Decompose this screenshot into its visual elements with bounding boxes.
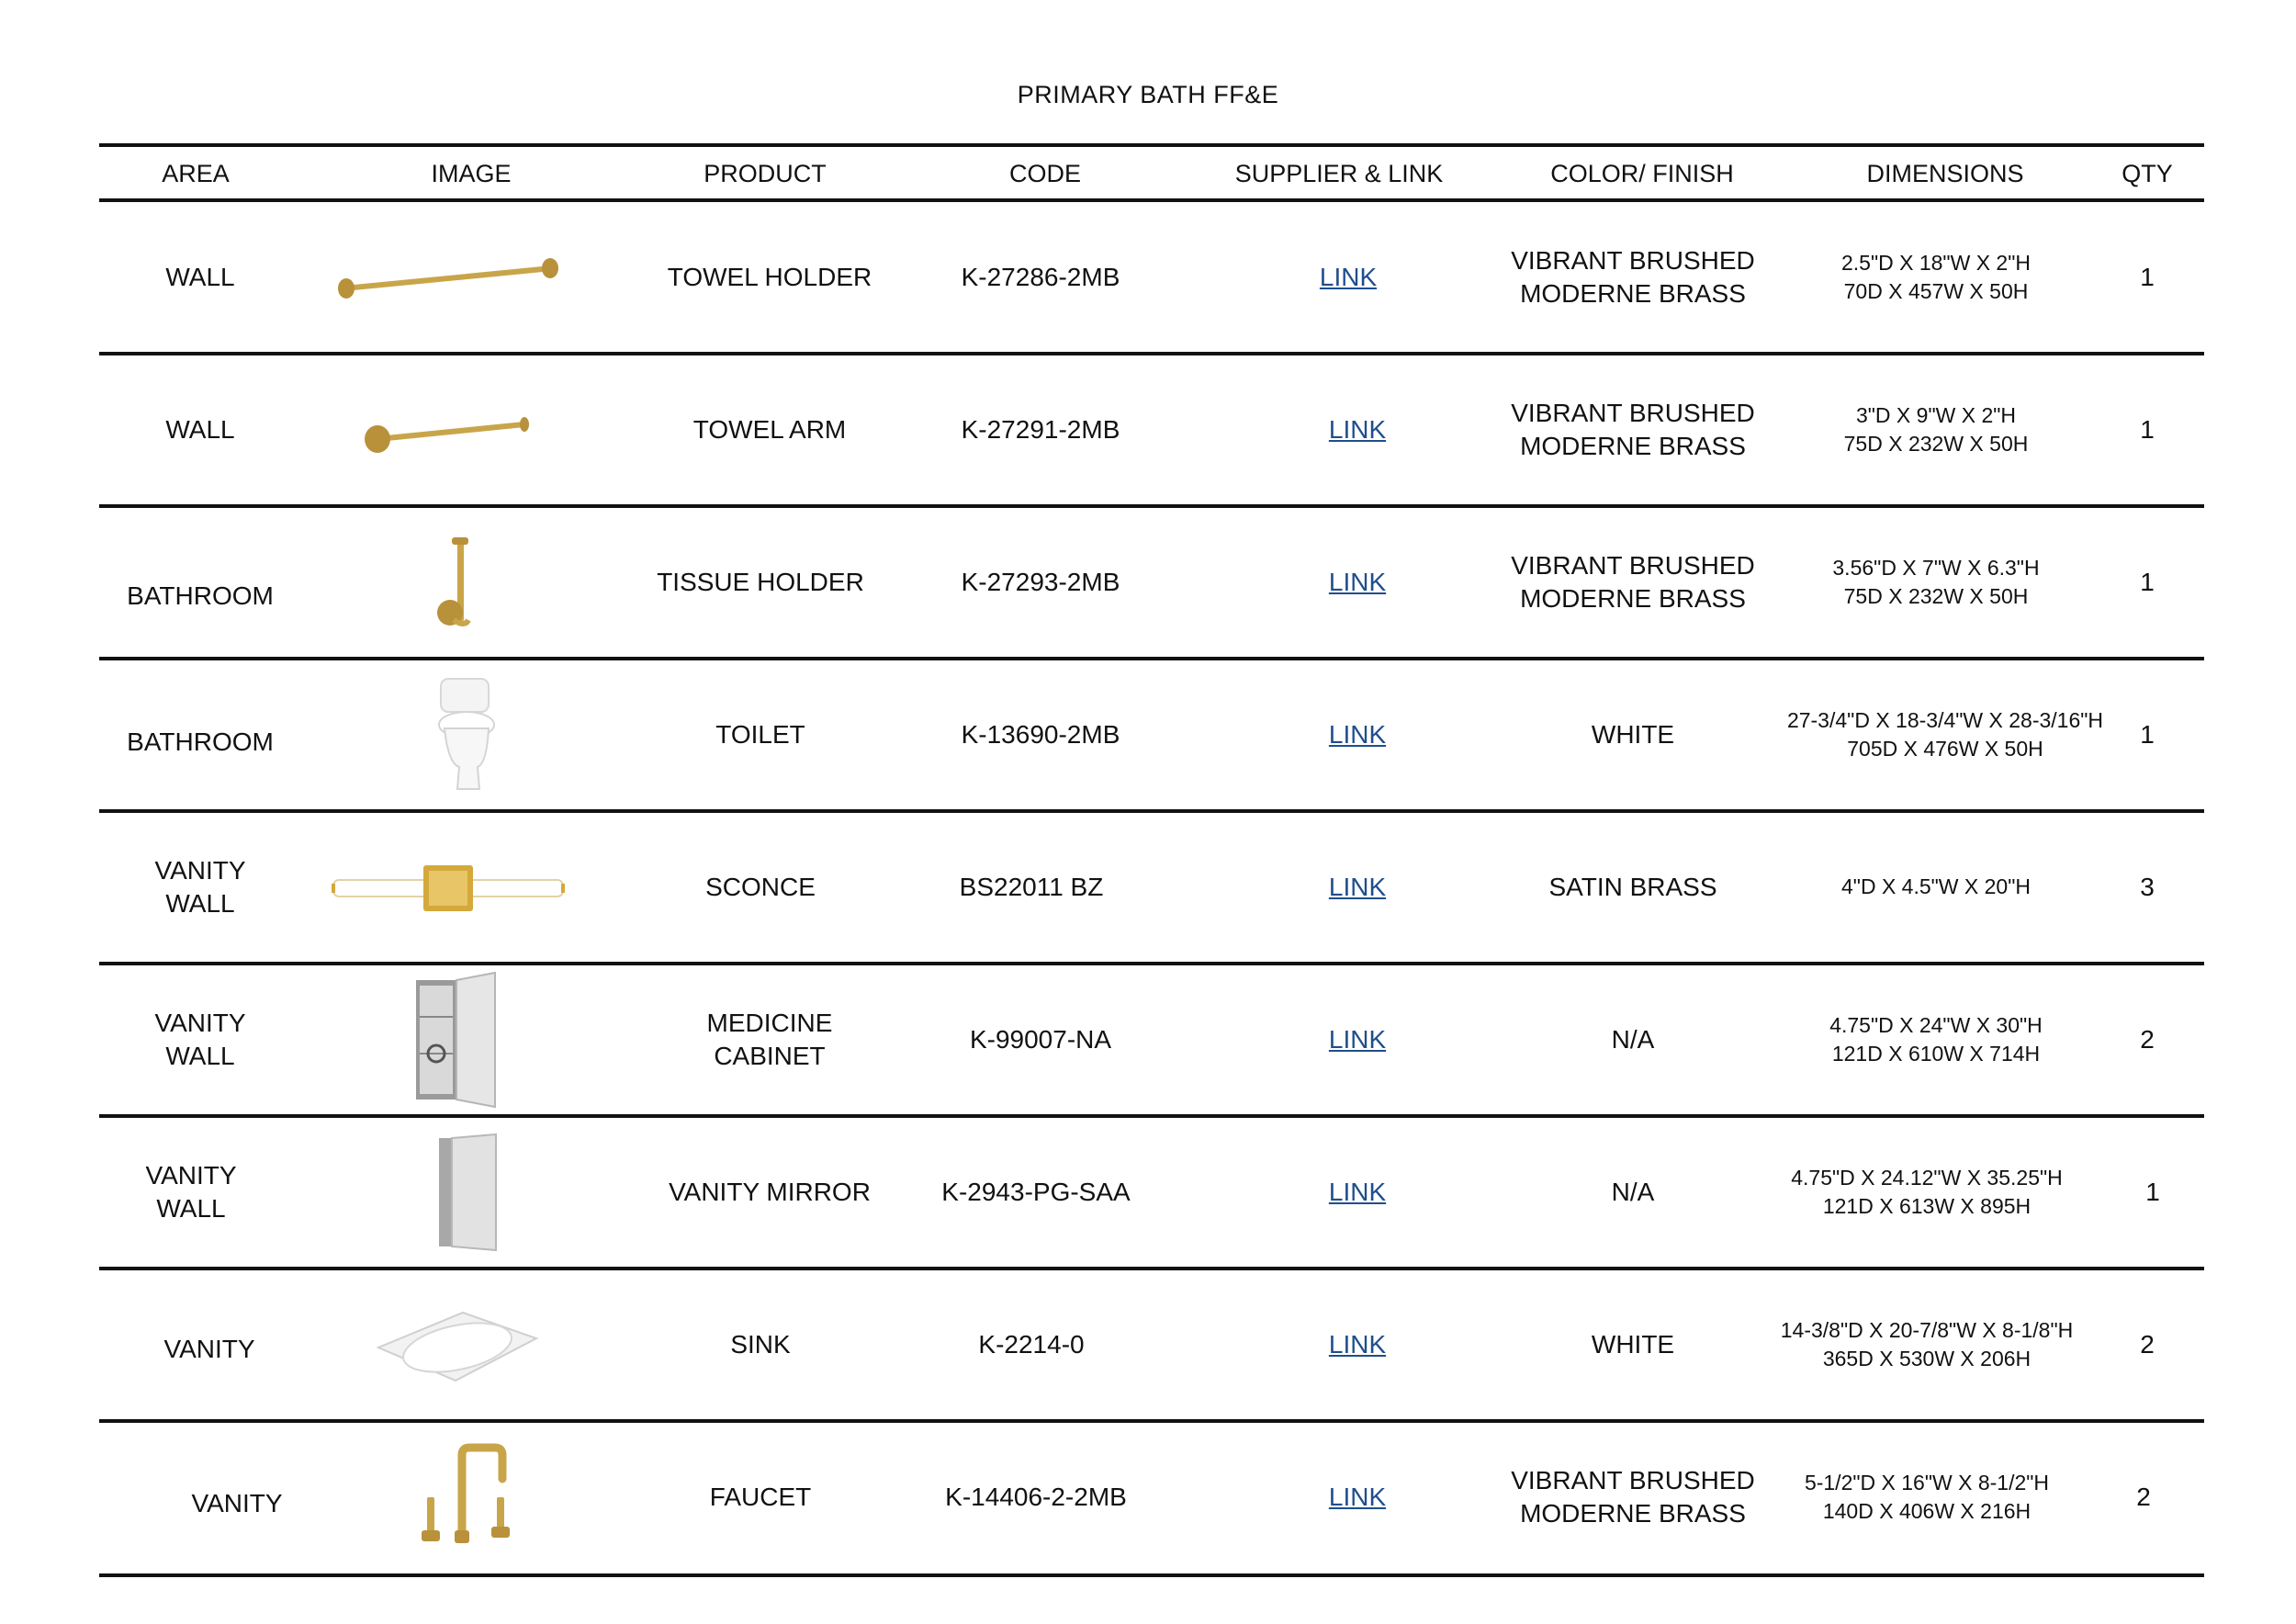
code-cell: K-2214-0 xyxy=(978,1329,1085,1359)
table-row xyxy=(99,1422,2204,1572)
qty-cell: 2 xyxy=(2140,1024,2155,1054)
area-line-1: VANITY xyxy=(154,855,246,885)
dimensions-cell xyxy=(1743,1422,2110,1572)
area-cell xyxy=(136,812,264,962)
qty-cell: 1 xyxy=(2145,1177,2160,1206)
col-header-image: IMAGE xyxy=(431,159,512,187)
product-cell: TOILET xyxy=(715,719,805,749)
sconce-icon xyxy=(329,812,568,962)
area-cell xyxy=(136,964,264,1114)
color-line-1: WHITE xyxy=(1591,719,1675,749)
color-line-1: VIBRANT BRUSHED xyxy=(1511,550,1755,580)
dimensions-metric: 75D X 232W X 50H xyxy=(1843,431,2029,456)
area-cell: WALL xyxy=(165,262,235,291)
code-cell: K-14406-2-2MB xyxy=(945,1482,1127,1511)
col-header-area: AREA xyxy=(162,159,230,187)
dimensions-imperial: 4.75"D X 24"W X 30"H xyxy=(1829,1012,2043,1037)
color-finish-cell xyxy=(1477,1117,1789,1267)
table-row xyxy=(99,964,2204,1114)
dimensions-imperial: 14-3/8"D X 20-7/8"W X 8-1/8"H xyxy=(1780,1317,2074,1342)
qty-cell: 1 xyxy=(2140,262,2155,291)
product-cell: SCONCE xyxy=(705,872,816,901)
dimensions-cell xyxy=(1761,202,2110,352)
code-cell: K-27293-2MB xyxy=(961,567,1120,596)
dimensions-imperial: 27-3/4"D X 18-3/4"W X 28-3/16"H xyxy=(1786,707,2104,732)
dimensions-cell xyxy=(1761,812,2110,962)
color-line-1: VIBRANT BRUSHED xyxy=(1511,245,1755,275)
code-cell: BS22011 BZ xyxy=(959,872,1104,901)
table-row xyxy=(99,507,2204,657)
supplier-link[interactable]: LINK xyxy=(1328,1329,1387,1359)
dimensions-metric: 121D X 610W X 714H xyxy=(1831,1041,2041,1066)
dimensions-cell xyxy=(1752,1117,2101,1267)
tissue-holder-icon xyxy=(402,507,512,657)
col-header-dimensions: DIMENSIONS xyxy=(1866,159,2024,187)
area-cell: VANITY xyxy=(163,1334,255,1363)
product-cell: FAUCET xyxy=(709,1482,812,1511)
code-cell: K-2943-PG-SAA xyxy=(941,1177,1131,1206)
table-header xyxy=(99,147,2204,200)
supplier-link[interactable]: LINK xyxy=(1328,872,1387,901)
code-cell: K-99007-NA xyxy=(969,1024,1112,1054)
color-line-1: SATIN BRASS xyxy=(1548,872,1717,901)
area-cell: BATHROOM xyxy=(127,581,274,610)
table-row xyxy=(99,812,2204,962)
supplier-link[interactable]: LINK xyxy=(1328,719,1387,749)
table-row xyxy=(99,202,2204,352)
qty-cell: 2 xyxy=(2140,1329,2155,1359)
color-finish-cell xyxy=(1477,1269,1789,1419)
color-line-1: N/A xyxy=(1611,1177,1655,1206)
qty-cell: 1 xyxy=(2140,719,2155,749)
dimensions-imperial: 2.5"D X 18"W X 2"H xyxy=(1840,250,2031,275)
table-row xyxy=(99,660,2204,809)
col-header-qty: QTY xyxy=(2122,159,2173,187)
vanity-mirror-icon xyxy=(411,1117,522,1267)
supplier-link[interactable]: LINK xyxy=(1328,1024,1387,1054)
qty-cell: 3 xyxy=(2140,872,2155,901)
color-line-1: N/A xyxy=(1611,1024,1655,1054)
color-finish-cell xyxy=(1477,812,1789,962)
dimensions-metric: 70D X 457W X 50H xyxy=(1843,278,2029,303)
page-title: PRIMARY BATH FF&E xyxy=(1017,81,1279,108)
area-cell: WALL xyxy=(165,414,235,444)
color-finish-cell xyxy=(1477,507,1789,657)
table-bottom-rule xyxy=(99,1573,2204,1577)
supplier-link[interactable]: LINK xyxy=(1328,1482,1387,1511)
dimensions-metric: 121D X 613W X 895H xyxy=(1822,1193,2032,1218)
area-cell xyxy=(127,1117,255,1267)
supplier-link[interactable]: LINK xyxy=(1319,262,1378,291)
product-cell xyxy=(632,964,907,1114)
dimensions-cell xyxy=(1761,507,2110,657)
color-line-2: MODERNE BRASS xyxy=(1520,431,1746,460)
color-finish-cell xyxy=(1477,964,1789,1114)
color-line-1: WHITE xyxy=(1591,1329,1675,1359)
product-cell: TOWEL HOLDER xyxy=(667,262,872,291)
dimensions-imperial: 4"D X 4.5"W X 20"H xyxy=(1840,874,2031,898)
dimensions-cell xyxy=(1743,1269,2110,1419)
product-cell: VANITY MIRROR xyxy=(669,1177,871,1206)
product-cell: SINK xyxy=(730,1329,791,1359)
code-cell: K-27286-2MB xyxy=(961,262,1120,291)
col-header-supplier-link: SUPPLIER & LINK xyxy=(1234,159,1444,187)
table-row xyxy=(99,355,2204,504)
product-cell: TISSUE HOLDER xyxy=(657,567,864,596)
supplier-link[interactable]: LINK xyxy=(1328,567,1387,596)
dimensions-cell xyxy=(1761,964,2110,1114)
supplier-link[interactable]: LINK xyxy=(1328,414,1387,444)
product-line-1: MEDICINE xyxy=(706,1008,833,1037)
area-line-2: WALL xyxy=(165,888,235,918)
towel-arm-icon xyxy=(347,355,549,504)
table-row xyxy=(99,1269,2204,1419)
dimensions-imperial: 4.75"D X 24.12"W X 35.25"H xyxy=(1791,1165,2063,1190)
color-finish-cell xyxy=(1477,660,1789,809)
code-cell: K-27291-2MB xyxy=(961,414,1120,444)
qty-cell: 1 xyxy=(2140,414,2155,444)
dimensions-imperial: 5-1/2"D X 16"W X 8-1/2"H xyxy=(1804,1470,2050,1494)
color-line-2: MODERNE BRASS xyxy=(1520,1498,1746,1528)
supplier-link[interactable]: LINK xyxy=(1328,1177,1387,1206)
color-finish-cell xyxy=(1477,355,1789,504)
faucet-icon xyxy=(375,1422,558,1572)
color-line-2: MODERNE BRASS xyxy=(1520,278,1746,308)
dimensions-metric: 75D X 232W X 50H xyxy=(1843,583,2029,608)
area-line-2: WALL xyxy=(165,1041,235,1070)
color-line-1: VIBRANT BRUSHED xyxy=(1511,1465,1755,1494)
dimensions-cell xyxy=(1761,355,2110,504)
color-finish-cell xyxy=(1477,1422,1789,1572)
area-line-1: VANITY xyxy=(145,1160,237,1190)
area-cell: BATHROOM xyxy=(127,727,274,756)
color-finish-cell xyxy=(1477,202,1789,352)
qty-cell: 1 xyxy=(2140,567,2155,596)
toilet-icon xyxy=(402,660,531,809)
dimensions-cell xyxy=(1752,660,2138,809)
towel-holder-icon xyxy=(329,202,568,352)
dimensions-imperial: 3.56"D X 7"W X 6.3"H xyxy=(1832,555,2040,580)
dimensions-metric: 705D X 476W X 50H xyxy=(1847,736,2043,761)
sink-icon xyxy=(356,1269,558,1419)
dimensions-metric: 365D X 530W X 206H xyxy=(1822,1346,2032,1370)
area-cell: VANITY xyxy=(191,1488,283,1517)
area-line-2: WALL xyxy=(156,1193,226,1223)
color-line-1: VIBRANT BRUSHED xyxy=(1511,398,1755,427)
table-row xyxy=(99,1117,2204,1267)
code-cell: K-13690-2MB xyxy=(961,719,1120,749)
product-line-2: CABINET xyxy=(714,1041,826,1070)
dimensions-imperial: 3"D X 9"W X 2"H xyxy=(1855,402,2017,427)
col-header-color-finish: COLOR/ FINISH xyxy=(1550,159,1734,187)
color-line-2: MODERNE BRASS xyxy=(1520,583,1746,613)
medicine-cabinet-icon xyxy=(393,964,522,1114)
qty-cell: 2 xyxy=(2136,1482,2151,1511)
product-cell: TOWEL ARM xyxy=(692,414,847,444)
dimensions-metric: 140D X 406W X 216H xyxy=(1822,1498,2032,1523)
col-header-code: CODE xyxy=(1008,159,1081,187)
area-line-1: VANITY xyxy=(154,1008,246,1037)
col-header-product: PRODUCT xyxy=(703,159,827,187)
